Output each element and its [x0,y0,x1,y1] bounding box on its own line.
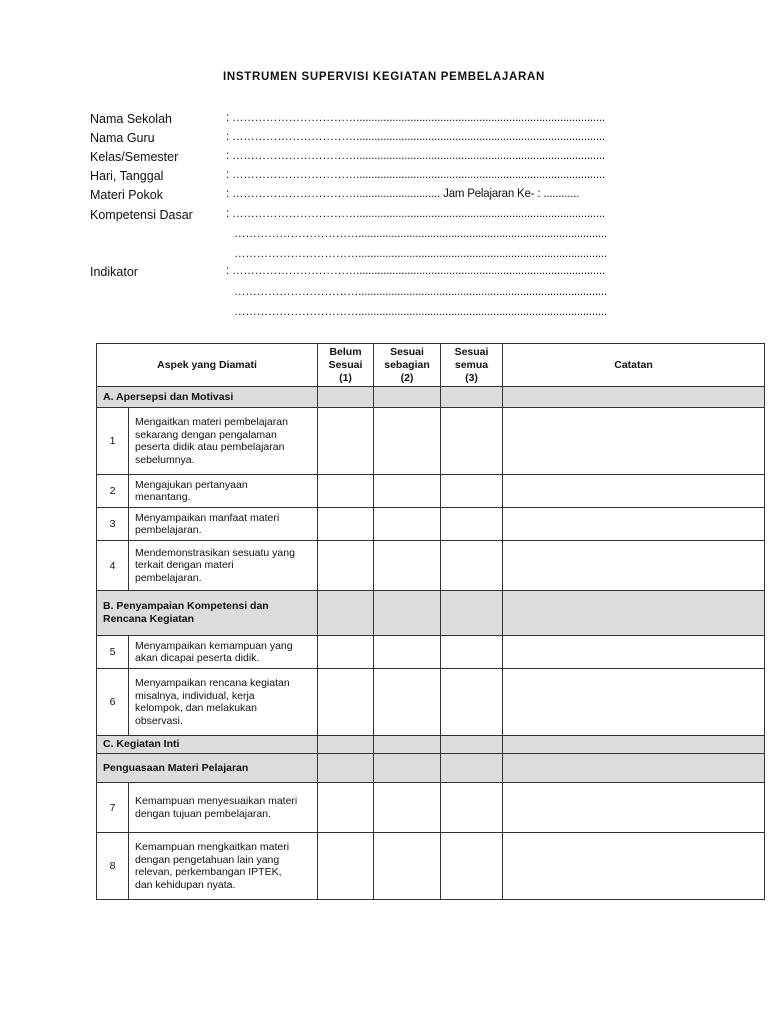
section-cell [318,387,374,408]
row-number: 7 [97,783,129,833]
cell-belum-sesuai[interactable] [318,408,374,475]
field-fill-line: : ……………………………............................ Jam Pelajaran Ke- : ............ [226,188,580,200]
description-line: sekarang dengan pengalaman [135,428,277,441]
header-catatan: Catatan [503,344,765,387]
cell-catatan[interactable] [503,508,765,541]
header-sesuai-sebagian [374,344,441,387]
section-cell [503,754,765,783]
row-number: 5 [97,636,129,669]
section-row [97,387,765,408]
header-line: (1) [339,371,352,384]
section-row [97,591,765,636]
form-field-indikator [90,265,680,284]
form-field-hari-tanggal [90,169,680,188]
section-title: C. Kegiatan Inti [97,736,318,754]
description-line: pembelajaran. [135,571,202,584]
section-cell [374,754,441,783]
table-row [97,636,765,669]
row-number: 2 [97,475,129,508]
section-cell [318,736,374,754]
row-description [129,636,318,669]
description-line: Kemampuan menyesuaikan materi [135,795,298,807]
cell-sesuai-sebagian[interactable] [374,636,441,669]
field-fill-line: : ……………………………................................................................................... [226,150,605,162]
section-cell [441,387,503,408]
cell-catatan[interactable] [503,833,765,900]
section-cell [374,591,441,636]
header-line: Sesuai [390,345,424,358]
field-fill-line: : ……………………………................................................................................... [226,131,605,143]
form-continuation-line: ……………………………................................................................................... [234,306,607,318]
form-field-kompetensi-dasar [90,208,680,227]
row-number: 6 [97,669,129,736]
field-fill-line: : ……………………………................................................................................... [226,112,605,124]
section-cell [374,387,441,408]
table-row [97,508,765,541]
row-number: 4 [97,541,129,591]
description-line: misalnya, individual, kerja [135,689,255,702]
section-title-line: Rencana Kegiatan [103,613,195,625]
cell-sesuai-sebagian[interactable] [374,669,441,736]
table-row [97,783,765,833]
form-field-kelas-semester [90,150,680,169]
table-header-row [97,344,765,387]
description-line: Menyampaikan rencana kegiatan [135,677,290,689]
cell-sesuai-sebagian[interactable] [374,833,441,900]
cell-belum-sesuai[interactable] [318,541,374,591]
header-line: (2) [400,371,414,384]
description-line: dengan tujuan pembelajaran. [135,807,272,820]
cell-catatan[interactable] [503,636,765,669]
section-cell [441,736,503,754]
section-cell [318,591,374,636]
cell-catatan[interactable] [503,783,765,833]
row-description [129,669,318,736]
description-line: dengan pengetahuan lain yang [135,853,280,866]
header-line: semua [454,358,489,371]
cell-sesuai-semua[interactable] [441,408,503,475]
description-line: menantang. [135,491,191,503]
description-line: Mengajukan pertanyaan [135,478,248,491]
description-line: Mendemonstrasikan sesuatu yang [135,546,295,559]
row-number: 8 [97,833,129,900]
form-field-nama-sekolah [90,112,680,131]
description-line: akan dicapai peserta didik. [135,652,260,664]
header-line: Sesuai [328,358,363,371]
description-line: sebelumnya. [135,453,195,466]
description-line: relevan, perkembangan IPTEK, [135,866,282,878]
cell-sesuai-sebagian[interactable] [374,508,441,541]
field-label: Kelas/Semester [90,150,179,164]
section-title-line: B. Penyampaian Kompetensi dan [103,600,269,612]
section-cell [441,754,503,783]
section-title: A. Apersepsi dan Motivasi [97,387,318,408]
document-title: INSTRUMEN SUPERVISI KEGIATAN PEMBELAJARAN [223,71,545,83]
form-continuation-line: ……………………………................................................................................... [234,228,607,240]
cell-sesuai-sebagian[interactable] [374,783,441,833]
cell-catatan[interactable] [503,669,765,736]
section-cell [441,591,503,636]
cell-sesuai-semua[interactable] [441,475,503,508]
description-line: Mengaitkan materi pembelajaran [135,416,288,428]
header-line: Sesuai [454,345,489,358]
subsection-title: Penguasaan Materi Pelajaran [97,754,318,783]
description-line: peserta didik atau pembelajaran [135,441,285,453]
description-line: Kemampuan mengkaitkan materi [135,841,290,853]
cell-sesuai-semua[interactable] [441,669,503,736]
cell-belum-sesuai[interactable] [318,475,374,508]
section-title [97,591,318,636]
header-line: (3) [465,371,478,384]
table-row [97,408,765,475]
cell-sesuai-semua[interactable] [441,636,503,669]
row-description [129,541,318,591]
table-row [97,475,765,508]
observation-table [96,343,765,900]
form-field-nama-guru [90,131,680,150]
description-line: pembelajaran. [135,524,202,536]
section-cell [503,591,765,636]
row-description [129,408,318,475]
section-row [97,736,765,754]
cell-sesuai-semua[interactable] [441,508,503,541]
description-line: dan kehidupan nyata. [135,878,236,891]
field-fill-line: : ……………………………................................................................................... [226,169,605,181]
cell-belum-sesuai[interactable] [318,783,374,833]
cell-belum-sesuai[interactable] [318,833,374,900]
table-row [97,541,765,591]
cell-sesuai-sebagian[interactable] [374,408,441,475]
field-label: Hari, Tanggal [90,169,164,183]
cell-belum-sesuai[interactable] [318,636,374,669]
row-description [129,475,318,508]
description-line: observasi. [135,714,183,727]
cell-sesuai-semua[interactable] [441,541,503,591]
row-description [129,508,318,541]
field-label: Nama Sekolah [90,112,172,126]
field-label: Nama Guru [90,131,155,145]
cell-sesuai-sebagian[interactable] [374,541,441,591]
description-line: Menyampaikan kemampuan yang [135,639,293,652]
description-line: kelompok, dan melakukan [135,702,257,714]
section-cell [503,387,765,408]
table-row [97,669,765,736]
table-row [97,833,765,900]
cell-catatan[interactable] [503,541,765,591]
description-line: Menyampaikan manfaat materi [135,511,280,524]
row-number: 3 [97,508,129,541]
row-number: 1 [97,408,129,475]
cell-catatan[interactable] [503,408,765,475]
form-field-materi-pokok [90,188,680,207]
field-label: Materi Pokok [90,188,163,202]
form-continuation-line: ……………………………................................................................................... [234,286,607,298]
header-sesuai-semua [441,344,503,387]
cell-sesuai-semua[interactable] [441,833,503,900]
section-cell [318,754,374,783]
header-line: sebagian [384,358,430,371]
field-fill-line: : ……………………………................................................................................... [226,208,605,220]
field-label: Kompetensi Dasar [90,208,193,222]
cell-sesuai-semua[interactable] [441,783,503,833]
section-cell [374,736,441,754]
cell-belum-sesuai[interactable] [318,669,374,736]
header-line: Belum [329,345,362,358]
cell-sesuai-sebagian[interactable] [374,475,441,508]
header-aspek: Aspek yang Diamati [97,344,318,387]
subsection-row [97,754,765,783]
section-cell [503,736,765,754]
field-fill-line: : ……………………………................................................................................... [226,265,605,277]
cell-catatan[interactable] [503,475,765,508]
cell-belum-sesuai[interactable] [318,508,374,541]
row-description [129,833,318,900]
field-label: Indikator [90,265,138,279]
form-continuation-line: ……………………………................................................................................... [234,248,607,260]
row-description [129,783,318,833]
header-belum-sesuai [318,344,374,387]
description-line: terkait dengan materi [135,559,234,572]
